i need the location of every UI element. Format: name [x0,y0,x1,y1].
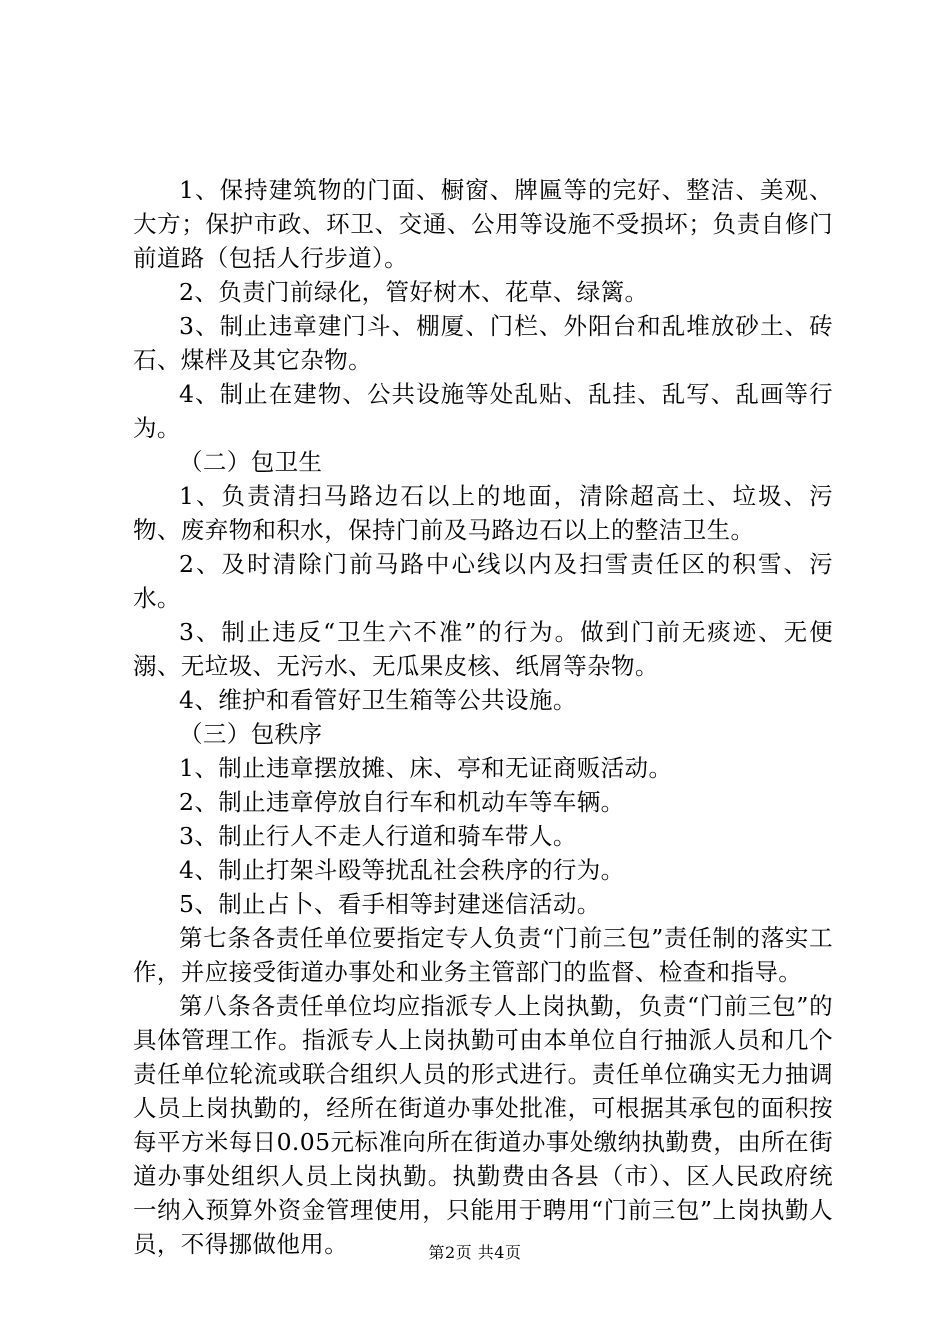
page-footer [0,1243,950,1263]
paragraph-order-4: 4、制止打架斗殴等扰乱社会秩序的行为。 [179,856,625,884]
section-heading-order: （三）包秩序 [179,720,323,748]
section-heading-hygiene: （二）包卫生 [179,448,323,476]
paragraph-order-5: 5、制止占卜、看手相等封建迷信活动。 [179,890,601,918]
paragraph-facade-1: 1、保持建筑物的门面、橱窗、牌匾等的完好、整洁、美观、大方；保护市政、环卫、交通、公用等设施不受损坏；负责自修门前道路（包括人行步道）。 [133,176,833,272]
paragraph-hygiene-2: 2、及时清除门前马路中心线以内及扫雪责任区的积雪、污水。 [133,550,833,612]
paragraph-hygiene-3: 3、制止违反“卫生六不准”的行为。做到门前无痰迹、无便溺、无垃圾、无污水、无瓜果皮核、纸屑等杂物。 [133,618,833,680]
paragraph-order-3: 3、制止行人不走人行道和骑车带人。 [179,822,577,850]
paragraph-hygiene-1: 1、负责清扫马路边石以上的地面，清除超高土、垃圾、污物、废弃物和积水，保持门前及马路边石以上的整洁卫生。 [133,482,833,544]
article-seven: 第七条各责任单位要指定专人负责“门前三包”责任制的落实工作，并应接受街道办事处和业务主管部门的监督、检查和指导。 [133,924,833,986]
article-eight: 第八条各责任单位均应指派专人上岗执勤，负责“门前三包”的具体管理工作。指派专人上岗执勤可由本单位自行抽派人员和几个责任单位轮流或联合组织人员的形式进行。责任单位确实无力抽调人员上岗执勤的，经所在街道办事处批准，可根据其承包的面积按每平方米每日0.05元标准向所在街道办事处缴纳执勤费，由所在街道办事处组织人员上岗执勤。执勤费由各县（市）、区人民政府统一纳入预算外资金管理使用，只能用于聘用“门前三包”上岗执勤人员，不得挪做他用。 [133,992,833,1258]
paragraph-order-1: 1、制止违章摆放摊、床、亭和无证商贩活动。 [179,754,673,782]
paragraph-hygiene-4: 4、维护和看管好卫生箱等公共设施。 [179,686,577,714]
paragraph-facade-4: 4、制止在建物、公共设施等处乱贴、乱挂、乱写、乱画等行为。 [133,380,833,442]
document-body [133,173,833,1261]
paragraph-facade-3: 3、制止违章建门斗、棚厦、门栏、外阳台和乱堆放砂土、砖石、煤柈及其它杂物。 [133,312,833,374]
paragraph-facade-2: 2、负责门前绿化，管好树木、花草、绿篱。 [179,278,649,306]
paragraph-order-2: 2、制止违章停放自行车和机动车等车辆。 [179,788,625,816]
page-number-label: 第2页 共4页 [428,1243,522,1262]
